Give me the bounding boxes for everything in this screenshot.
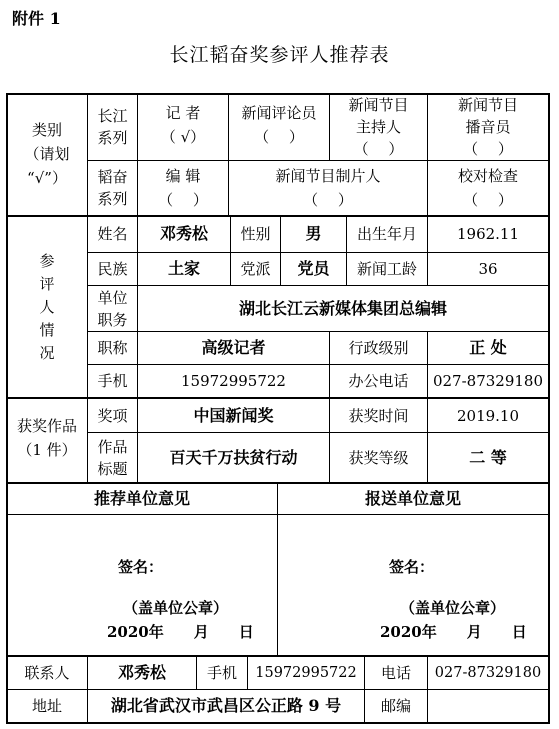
admin-level-label: 行政级别 xyxy=(348,339,409,357)
position-label: 单位职务 xyxy=(97,288,128,329)
address-value: 湖北省武汉市武昌区公正路 9 号 xyxy=(110,696,342,715)
birth-label: 出生年月 xyxy=(356,225,417,243)
years-value: 36 xyxy=(478,260,498,278)
party-label: 党派 xyxy=(240,260,271,278)
category-label-mark: “√”） xyxy=(27,169,67,187)
contact-phone-value: 027-87329180 xyxy=(434,665,542,681)
work-title-value: 百天千万扶贫行动 xyxy=(169,447,298,467)
option-editor[interactable]: 编 辑 （ ） xyxy=(158,167,208,209)
recommend-sign-label: 签名： xyxy=(118,558,164,576)
postcode-value[interactable] xyxy=(428,690,548,722)
gender-label: 性别 xyxy=(240,225,271,243)
award-time-value: 2019.10 xyxy=(456,406,520,425)
recommend-opinion-heading: 推荐单位意见 xyxy=(93,488,190,508)
title-value: 高级记者 xyxy=(201,338,266,357)
attachment-label: 附件 1 xyxy=(12,9,61,28)
ethnicity-label: 民族 xyxy=(97,260,128,278)
recommend-seal-label: （盖单位公章） xyxy=(123,599,229,617)
submit-seal-label: （盖单位公章） xyxy=(400,599,506,617)
birth-value: 1962.11 xyxy=(456,225,520,243)
option-announcer[interactable]: 新闻节目播音员 （ ） xyxy=(457,96,518,158)
name-value: 邓秀松 xyxy=(159,224,208,243)
submit-date: 2020年 月 日 xyxy=(380,623,527,641)
contact-phone-label: 电话 xyxy=(380,664,411,682)
submit-sign-label: 签名： xyxy=(389,558,435,576)
contact-mobile-value: 15972995722 xyxy=(255,665,357,681)
award-time-label: 获奖时间 xyxy=(348,406,409,425)
work-title-label: 作品标题 xyxy=(97,437,128,478)
award-section-label: 获奖作品 （1 件） xyxy=(16,417,77,459)
position-value: 湖北长江云新媒体集团总编辑 xyxy=(238,298,447,318)
category-label-note: （请划 xyxy=(24,145,70,163)
page-title: 长江韬奋奖参评人推荐表 xyxy=(169,44,390,66)
contact-person-value: 邓秀松 xyxy=(117,663,166,682)
option-commentator[interactable]: 新闻评论员 （ ） xyxy=(241,104,317,146)
changjiang-series-label: 长江系列 xyxy=(97,107,128,147)
option-proofreader[interactable]: 校对检查 （ ） xyxy=(457,167,518,209)
party-value: 党员 xyxy=(297,259,330,278)
address-label: 地址 xyxy=(31,697,62,715)
taofen-series-label: 韬奋系列 xyxy=(97,168,128,208)
office-phone-value: 027-87329180 xyxy=(432,372,544,390)
prize-value: 中国新闻奖 xyxy=(193,405,274,425)
admin-level-value: 正 处 xyxy=(469,338,507,357)
option-reporter[interactable]: 记 者 （ √） xyxy=(160,104,206,146)
office-phone-label: 办公电话 xyxy=(348,372,409,390)
contact-mobile-label: 手机 xyxy=(206,664,237,682)
gender-value: 男 xyxy=(305,224,322,243)
option-host[interactable]: 新闻节目主持人 （ ） xyxy=(348,96,409,158)
contact-person-label: 联系人 xyxy=(24,664,70,682)
option-producer[interactable]: 新闻节目制片人 （ ） xyxy=(275,167,381,209)
candidate-section-label: 参 评 人 情 况 xyxy=(39,252,55,362)
prize-label: 奖项 xyxy=(97,406,128,425)
award-grade-value: 二 等 xyxy=(469,447,507,467)
postcode-label: 邮编 xyxy=(380,697,411,715)
title-label: 职称 xyxy=(97,339,128,357)
category-label xyxy=(7,118,87,190)
recommend-date: 2020年 月 日 xyxy=(107,623,254,641)
award-grade-label: 获奖等级 xyxy=(348,448,409,467)
mobile-label: 手机 xyxy=(97,372,128,390)
ethnicity-value: 土家 xyxy=(167,259,200,278)
submit-opinion-heading: 报送单位意见 xyxy=(364,488,461,508)
name-label: 姓名 xyxy=(97,225,128,243)
years-label: 新闻工龄 xyxy=(356,260,417,278)
mobile-value: 15972995722 xyxy=(181,372,286,390)
category-label-main: 类别 xyxy=(31,121,62,139)
